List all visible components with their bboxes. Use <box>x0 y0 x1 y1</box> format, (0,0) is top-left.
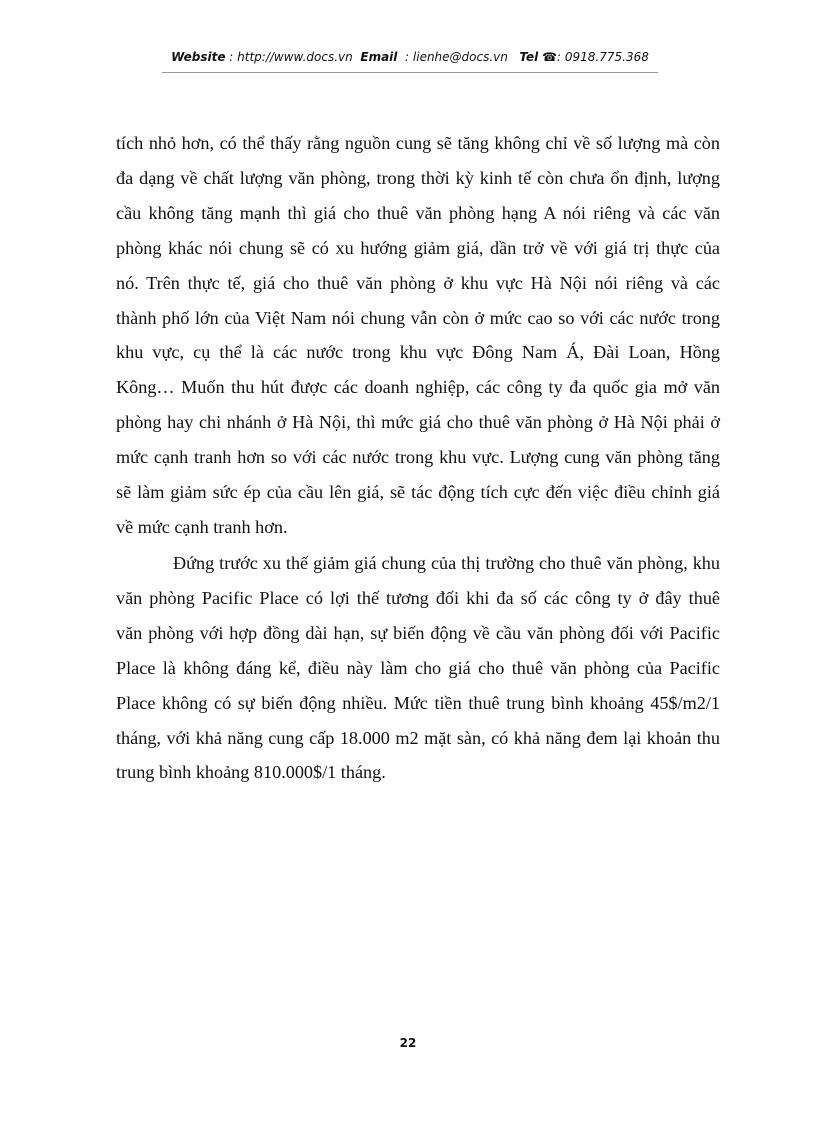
paragraph-line: về mức cạnh tranh hơn. <box>116 516 288 537</box>
email-label: Email <box>360 50 398 64</box>
paragraph-line: tích nhỏ hơn, có thể thấy rằng nguồn cung sẽ tăng không chỉ về số lượng mà còn <box>116 133 720 153</box>
page-number: 22 <box>399 1036 417 1050</box>
paragraph-line: tháng, với khả năng cung cấp 18.000 m2 mặt sàn, có khả năng đem lại khoản thu <box>116 727 720 748</box>
paragraph-line: Đứng trước xu thế giảm giá chung của thị trường cho thuê văn phòng, khu <box>173 553 720 573</box>
tel-label: Tel <box>519 50 539 64</box>
paragraph-line: Place là không đáng kể, điều này làm cho giá cho thuê văn phòng của Pacific <box>116 657 720 678</box>
paragraph-line: Kông… Muốn thu hút được các doanh nghiệp, các công ty đa quốc gia mở văn <box>116 377 720 398</box>
paragraph-line: cầu không tăng mạnh thì giá cho thuê văn phòng hạng A nói riêng và các văn <box>116 202 720 223</box>
website-value: : http://www.docs.vn <box>229 50 353 64</box>
paragraph-line: đa dạng về chất lượng văn phòng, trong thời kỳ kinh tế còn chưa ổn định, lượng <box>116 167 720 188</box>
email-value: : lienhe@docs.vn <box>405 50 508 64</box>
page-header <box>160 50 660 64</box>
paragraph-line: văn phòng Pacific Place có lợi thế tương đối khi đa số các công ty ở đây thuê <box>116 587 720 608</box>
paragraph-line: sẽ làm giảm sức ép của cầu lên giá, sẽ tác động tích cực đến việc điều chỉnh giá <box>116 482 720 502</box>
paragraph-line: khu vực, cụ thể là các nước trong khu vực Đông Nam Á, Đài Loan, Hồng <box>116 342 720 363</box>
paragraph-line: thành phố lớn của Việt Nam nói chung vẫn còn ở mức cao so với các nước trong <box>116 307 720 328</box>
paragraph-line: mức cạnh tranh hơn so với các nước trong khu vực. Lượng cung văn phòng tăng <box>116 447 720 468</box>
tel-value: : 0918.775.368 <box>557 50 649 64</box>
header-rule <box>162 72 658 73</box>
phone-icon: ☎ <box>542 50 558 64</box>
paragraph-line: nó. Trên thực tế, giá cho thuê văn phòng ở khu vực Hà Nội nói riêng và các <box>116 272 720 293</box>
paragraph-line: trung bình khoảng 810.000$/1 tháng. <box>116 762 386 783</box>
paragraph-line: phòng hay chi nhánh ở Hà Nội, thì mức giá cho thuê văn phòng ở Hà Nội phải ở <box>116 412 720 433</box>
website-label: Website <box>171 50 226 64</box>
paragraph-line: Place không có sự biến động nhiều. Mức tiền thuê trung bình khoảng 45$/m2/1 <box>116 692 720 713</box>
paragraph-line: phòng khác nói chung sẽ có xu hướng giảm giá, dần trở về với giá trị thực của <box>116 237 720 258</box>
paragraph-line: văn phòng với hợp đồng dài hạn, sự biến động về cầu văn phòng đối với Pacific <box>116 622 720 643</box>
